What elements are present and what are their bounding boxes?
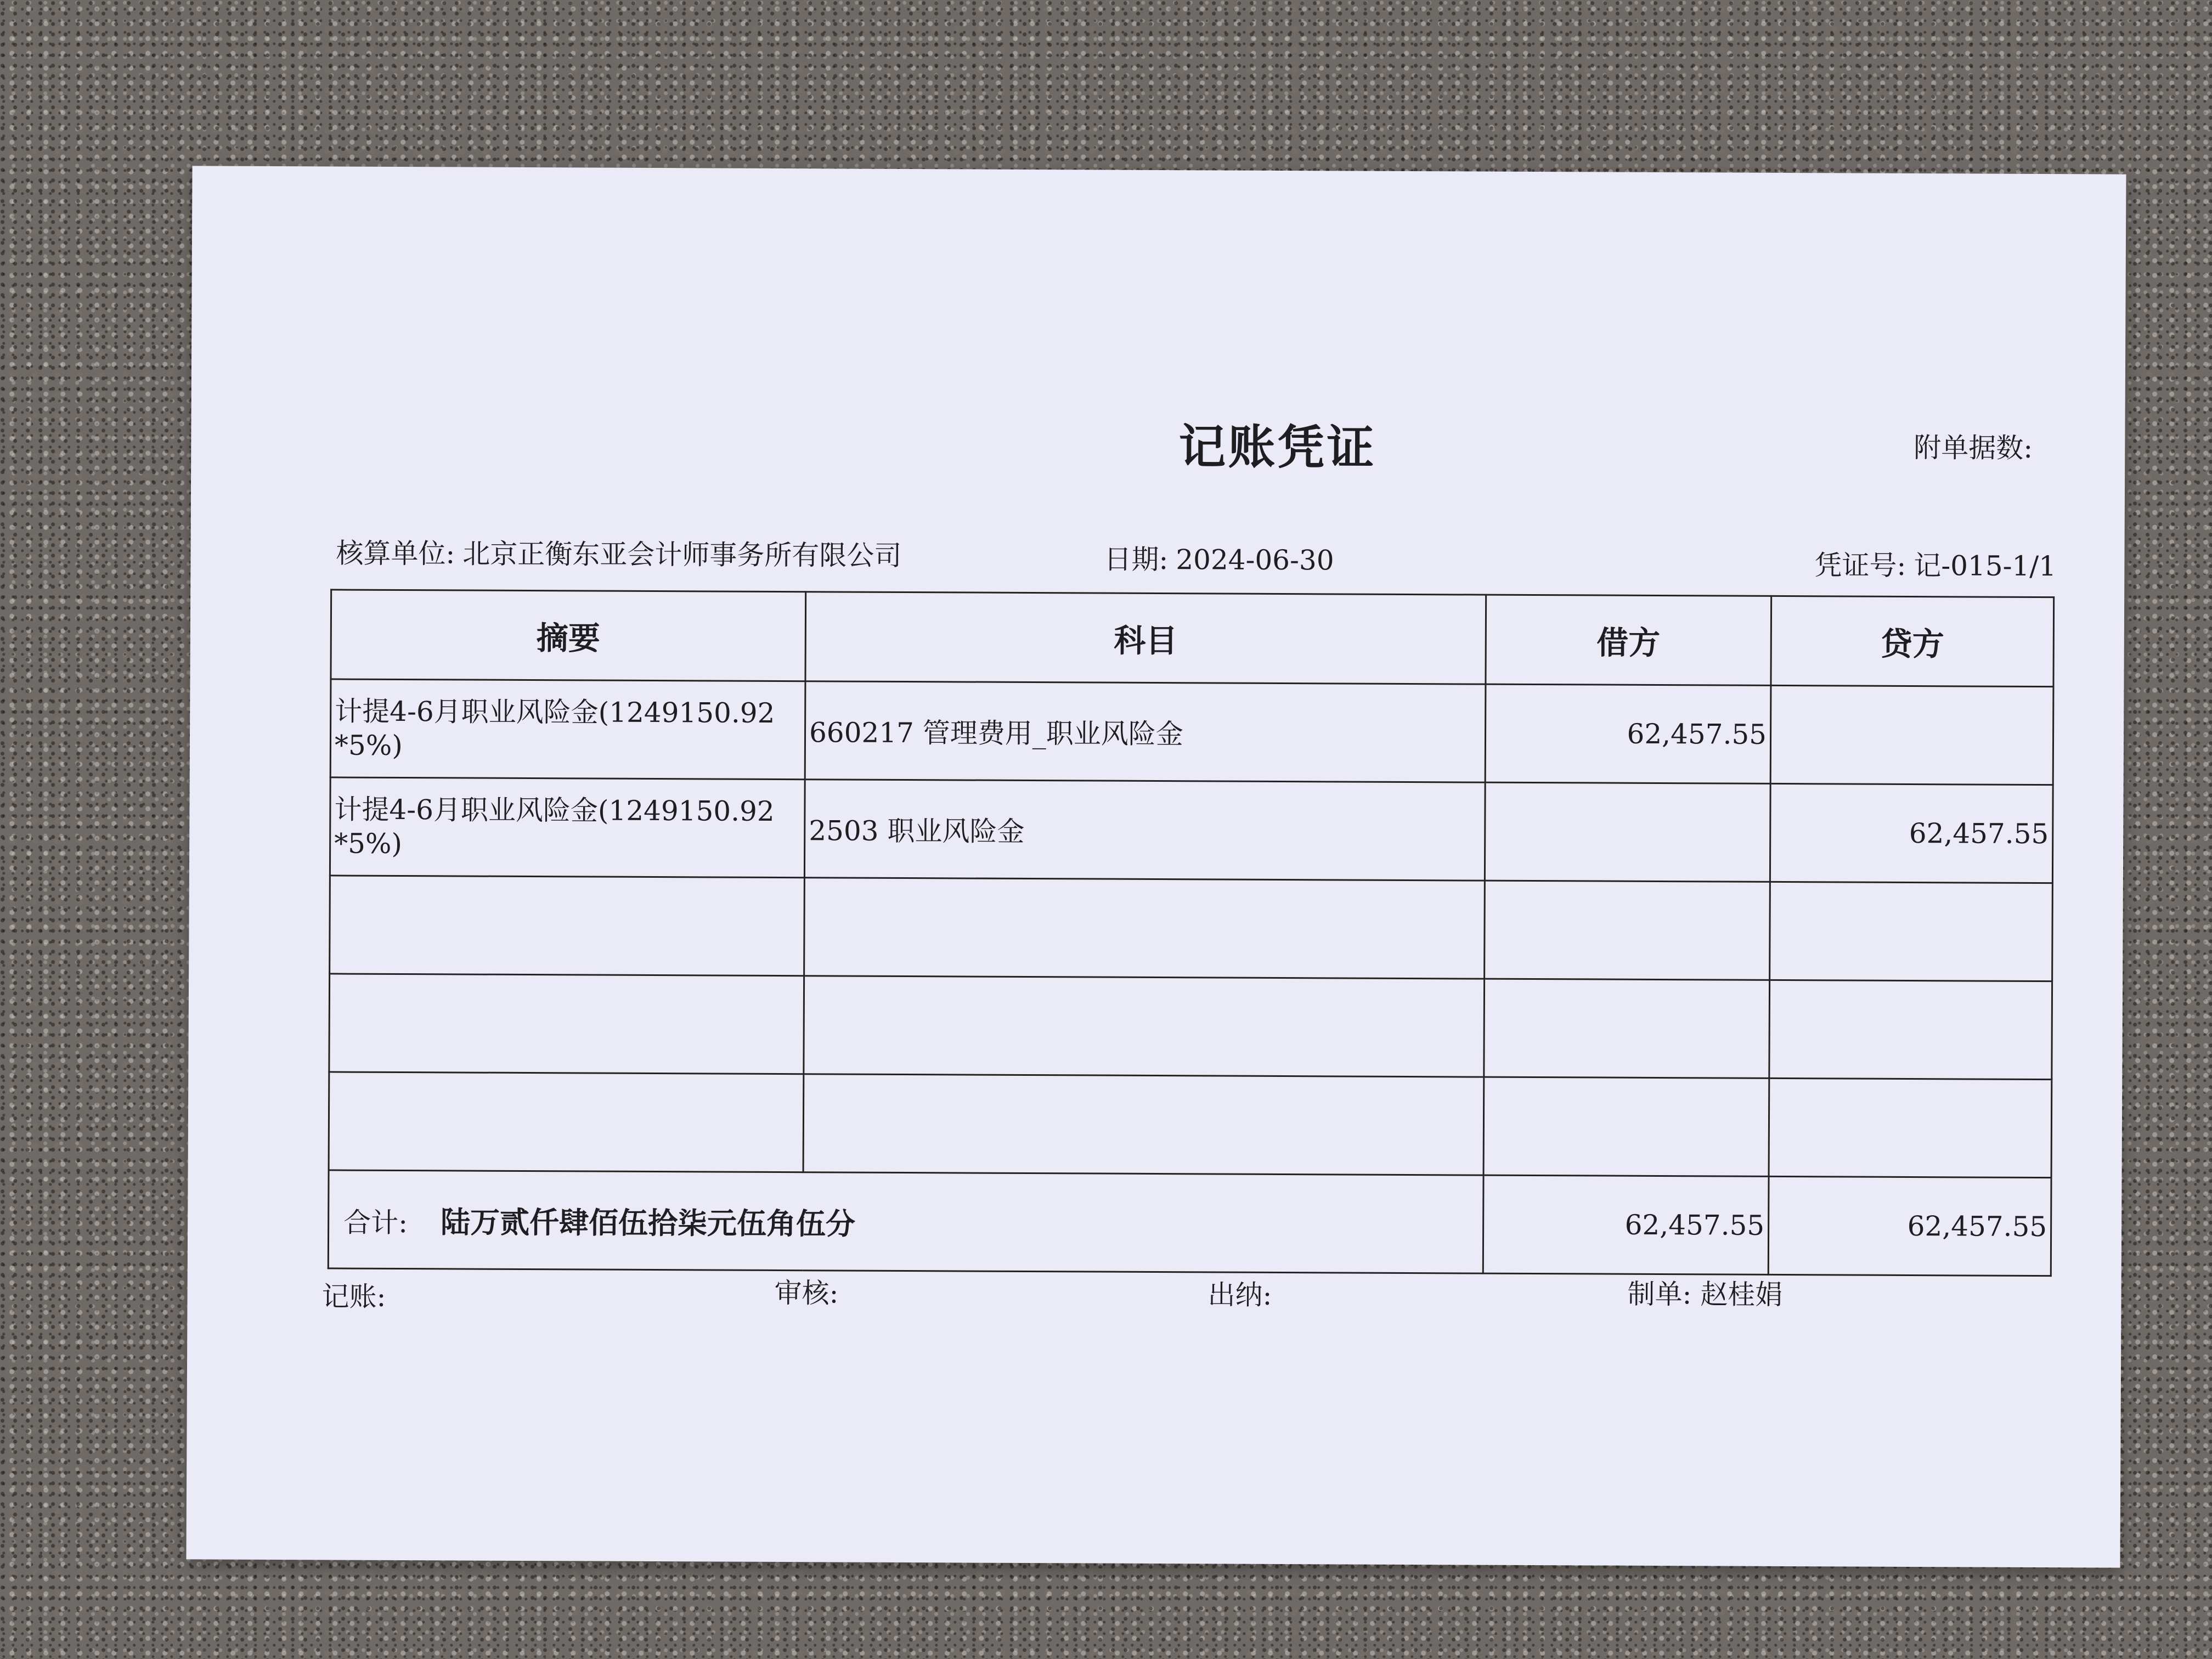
header-debit: 借方 xyxy=(1486,595,1771,685)
maker xyxy=(1627,1272,1782,1312)
table-row xyxy=(329,974,2052,1080)
table-row xyxy=(330,876,2053,981)
voucher-table xyxy=(328,589,2055,1277)
row-debit xyxy=(1484,979,1770,1078)
row-credit xyxy=(1770,882,2053,981)
row-summary xyxy=(329,1072,804,1172)
row-debit xyxy=(1485,881,1770,980)
voucher-title: 记账凭证 xyxy=(1178,419,1376,476)
unit-value: 北京正衡东亚会计师事务所有限公司 xyxy=(462,538,902,572)
row-credit xyxy=(1770,685,2053,785)
total-amount-in-words: 陆万贰仟肆佰伍拾柒元伍角伍分 xyxy=(440,1204,856,1242)
row-account xyxy=(804,976,1485,1077)
row-debit: 62,457.55 xyxy=(1485,684,1771,783)
review-label: 审核: xyxy=(774,1277,839,1310)
total-label: 合计: xyxy=(343,1206,408,1239)
bookkeeping-label: 记账: xyxy=(321,1280,386,1313)
voucher-date xyxy=(1104,538,1334,578)
accounting-unit xyxy=(336,531,901,573)
row-summary: 计提4-6月职业风险金(1249150.92 *5%) xyxy=(330,679,805,780)
row-account: 2503 职业风险金 xyxy=(804,780,1485,881)
unit-label: 核算单位: xyxy=(336,537,455,570)
table-row xyxy=(330,679,2053,785)
table-header-row xyxy=(331,590,2054,687)
header-account: 科目 xyxy=(805,592,1486,684)
maker-label: 制单: xyxy=(1627,1278,1692,1311)
total-row xyxy=(328,1170,2051,1276)
row-account: 660217 管理费用_职业风险金 xyxy=(805,681,1486,782)
cashier-label: 出纳: xyxy=(1207,1279,1272,1311)
attachments-label: 附单据数: xyxy=(1914,432,2033,464)
total-words-cell xyxy=(328,1170,1483,1273)
row-summary xyxy=(330,876,805,976)
row-credit: 62,457.55 xyxy=(1770,783,2053,883)
voucher-paper xyxy=(186,166,2126,1567)
table-row xyxy=(330,777,2053,883)
total-debit: 62,457.55 xyxy=(1483,1175,1769,1274)
date-label: 日期: xyxy=(1104,543,1169,576)
row-credit xyxy=(1769,1078,2052,1177)
maker-value: 赵桂娟 xyxy=(1700,1278,1783,1311)
voucher-number-value: 记-015-1/1 xyxy=(1914,550,2057,583)
row-summary xyxy=(329,974,804,1074)
row-account xyxy=(803,1074,1484,1175)
table-row xyxy=(329,1072,2052,1178)
row-debit xyxy=(1485,782,1770,882)
row-account xyxy=(804,878,1485,979)
row-summary: 计提4-6月职业风险金(1249150.92 *5%) xyxy=(330,777,805,878)
date-value: 2024-06-30 xyxy=(1176,544,1334,577)
voucher-number-label: 凭证号: xyxy=(1814,549,1906,582)
total-credit: 62,457.55 xyxy=(1768,1176,2051,1276)
header-summary: 摘要 xyxy=(331,590,806,681)
row-credit xyxy=(1769,980,2052,1079)
row-debit xyxy=(1483,1077,1769,1176)
header-credit: 贷方 xyxy=(1771,596,2054,686)
voucher-number xyxy=(1814,543,2056,584)
